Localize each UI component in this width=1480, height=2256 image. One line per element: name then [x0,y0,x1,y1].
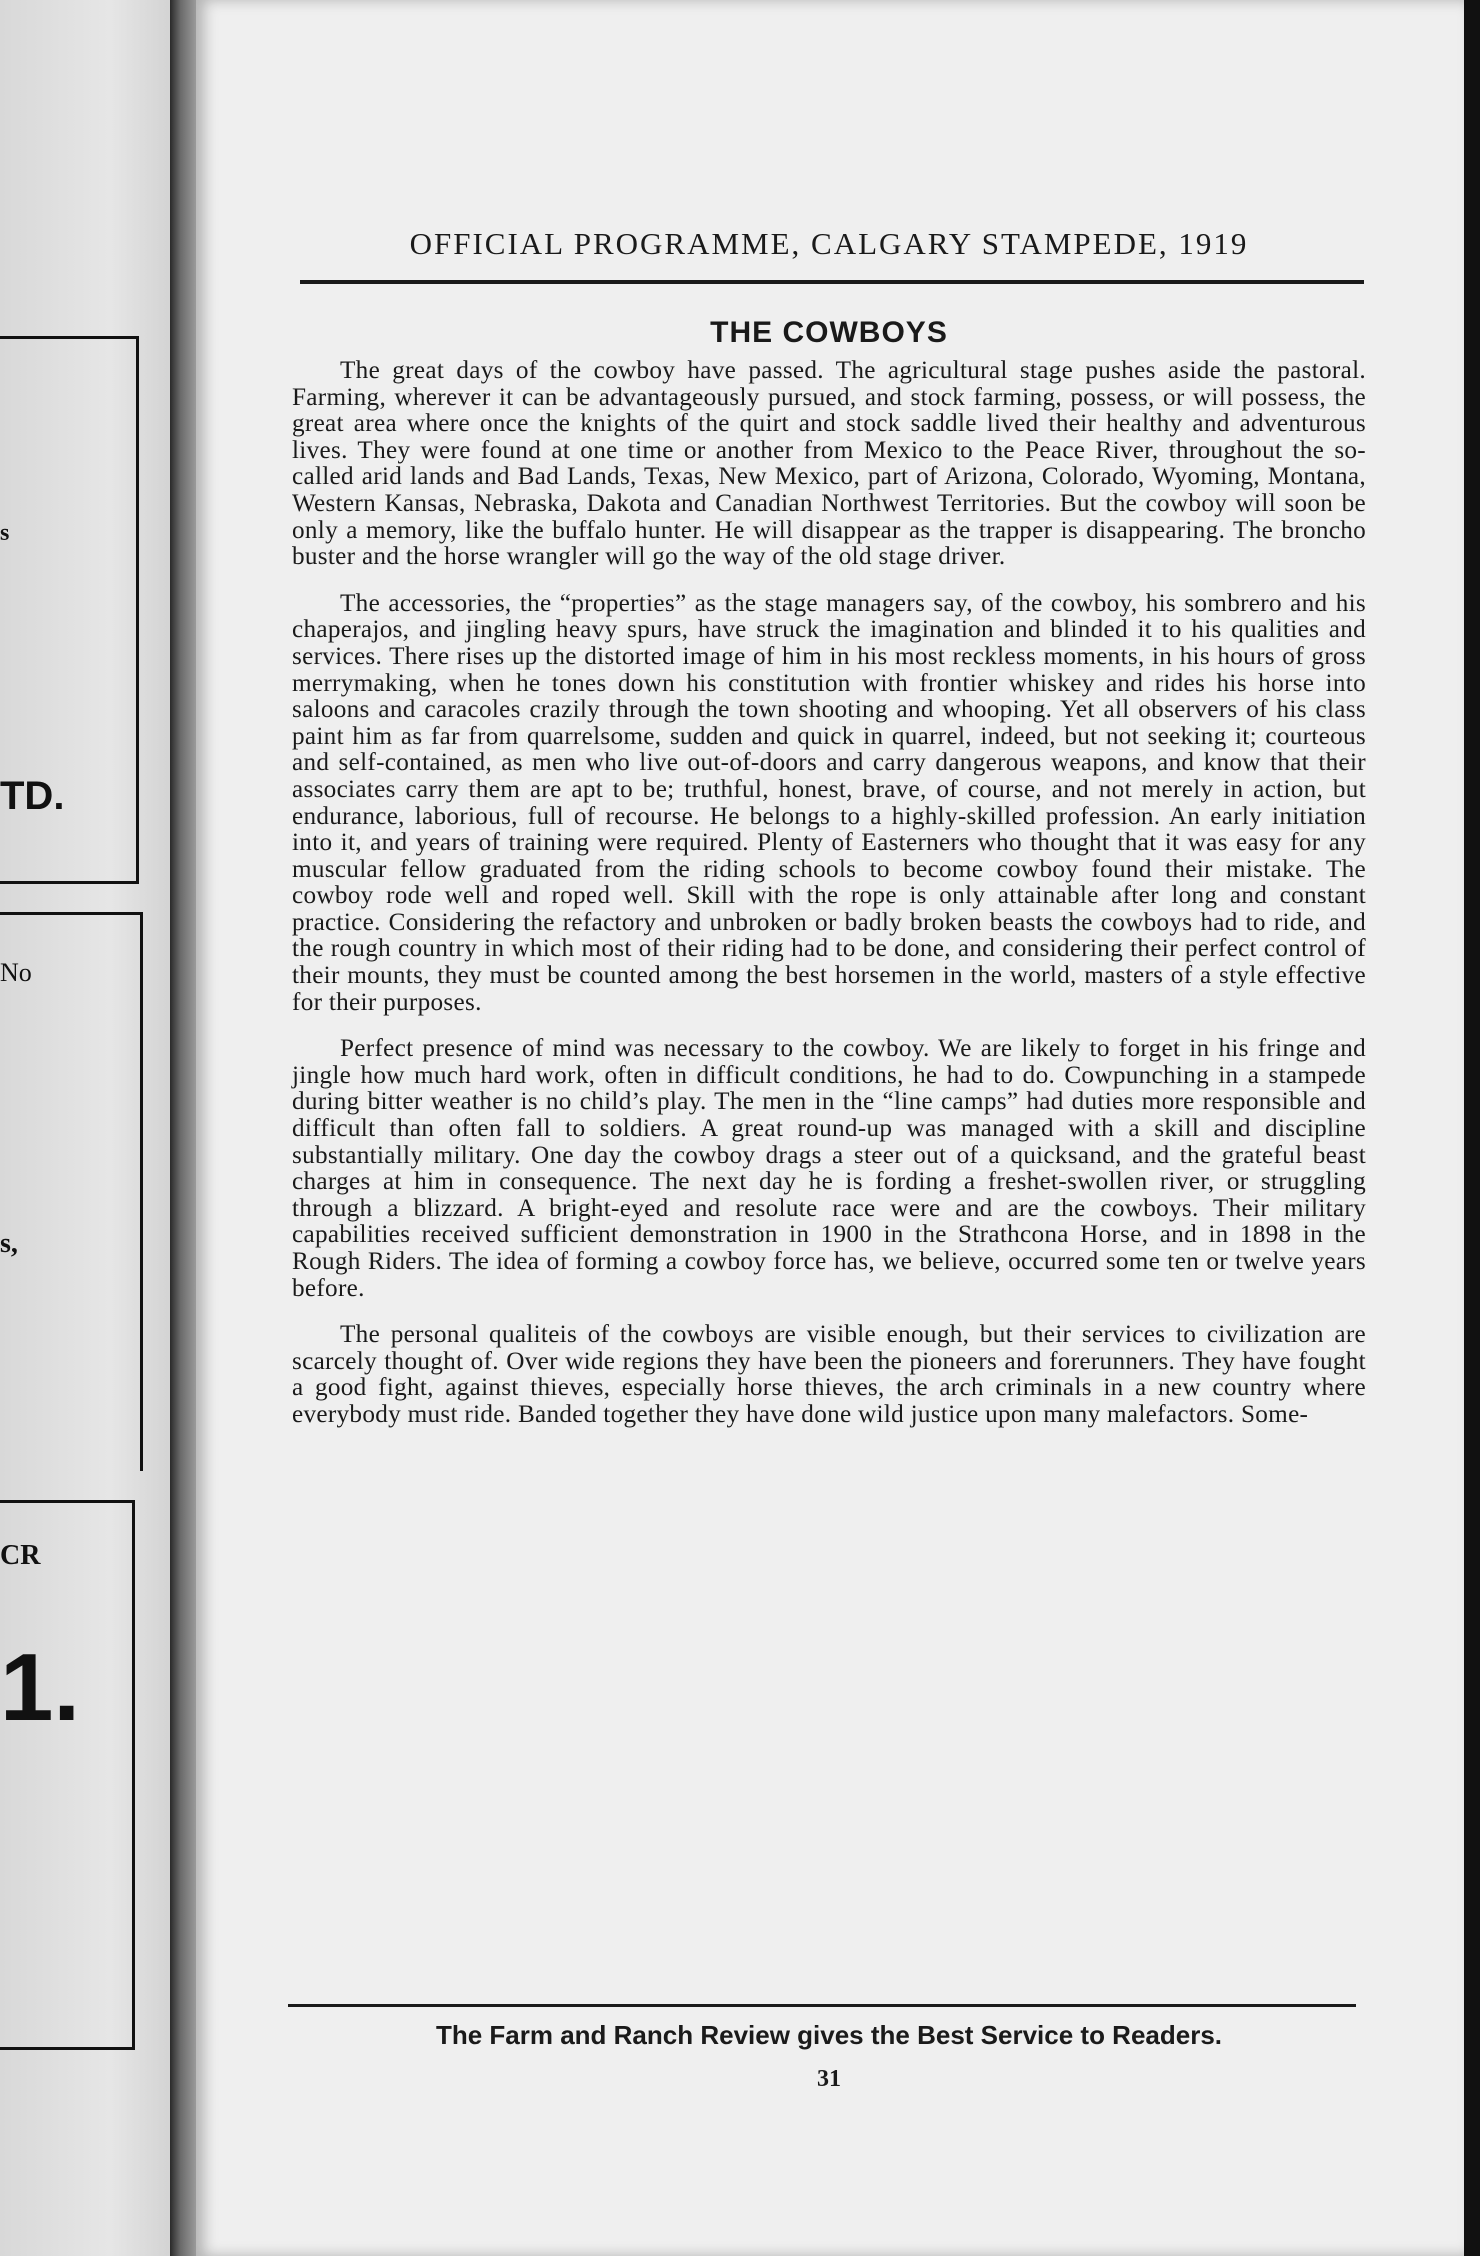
facing-page-fragment: TD. [0,774,65,818]
header-rule [300,280,1364,284]
article-paragraph: The great days of the cowboy have passed. The agricultural stage pushes aside the pastoral. Farming, wherever it can be advantageously pursued, and stock farming, possess, or will possess, the great area where once the knights of the quirt and stock saddle lived their healthy and adventurous lives. They were found at one time or another from Mexico to the Peace River, throughout the so-called arid lands and Bad Lands, Texas, New Mexico, part of Arizona, Colorado, Wyoming, Montana, Western Kansas, Nebraska, Dakota and Canadian Northwest Territories. But the cowboy will soon be only a memory, like the buffalo hunter. He will disappear as the trapper is disappearing. The broncho buster and the horse wrangler will go the way of the old stage driver. [292,357,1366,571]
running-header: OFFICIAL PROGRAMME, CALGARY STAMPEDE, 1919 [409,226,1249,261]
article-paragraph: Perfect presence of mind was necessary to the cowboy. We are likely to forget in his fringe and jingle how much hard work, often in difficult conditions, he had to do. Cowpunching in a stampede during bitter weather is no child’s play. The men in the “line camps” had duties more responsible and difficult than often fall to soldiers. A great round-up was managed with a skill and discipline substantially military. One day the cowboy drags a steer out of a quicksand, and the grateful beast charges at him in consequence. The next day he is fording a freshet-swollen river, or struggling through a blizzard. A bright-eyed and resolute race were and are the cowboys. Their military capabilities received sufficient demonstration in 1900 in the Strathcona Horse, and in 1898 in the Rough Riders. The idea of forming a cowboy force has, we believe, occurred some ten or twelve years before. [292,1035,1366,1302]
facing-page-edge [0,0,184,2256]
facing-page-box-middle [0,912,143,1471]
facing-page-fragment: s [0,520,10,546]
article-paragraph: The accessories, the “properties” as the stage managers say, of the cowboy, his sombrero and his chaperajos, and jingling heavy spurs, have struck the imagination and blinded it to his qualities and services. There rises up the distorted image of him in his most reckless moments, in his hours of gross merrymaking, when he tones down his constitution with frontier whiskey and rides his horse into saloons and caracoles crazily through the town shooting and whooping. Yet all observers of his class paint him as far from quarrelsome, sudden and quick in quarrel, indeed, but not seeking it; courteous and self-contained, as men who live out-of-doors and carry dangerous weapons, and know that their associates carry them are apt to be; truthful, honest, brave, of course, and not merely in action, but endurance, laborious, full of recourse. He belongs to a highly-skilled profession. An early initiation into it, and years of training were required. Plenty of Easterners who thought that it was easy for any muscular fellow graduated from the riding schools to become cowboy found their mistake. The cowboy rode well and roped well. Skill with the rope is only attainable after long and constant practice. Considering the refactory and unbroken or badly broken beasts the cowboys had to ride, and the rough country in which most of their riding had to be done, and considering their perfect control of their mounts, they must be counted among the best horsemen in the world, masters of a style effective for their purposes. [292,589,1366,1016]
article-body [292,358,1366,1449]
facing-page-fragment: s, [0,1228,18,1259]
book-spine-shadow [170,0,196,2256]
facing-page-box-lower [0,1500,135,2050]
facing-page-fragment: 1. [0,1634,81,1741]
programme-page [196,0,1464,2256]
page-number: 31 [817,2066,841,2092]
facing-page-fragment: No [0,958,32,987]
footer-advertisement: The Farm and Ranch Review gives the Best Service to Readers. [435,2020,1223,2050]
facing-page-fragment: CR [0,1540,41,1571]
footer-rule [288,2004,1356,2007]
page-right-edge [1464,0,1480,2256]
article-title: THE COWBOYS [710,316,948,349]
article-paragraph: The personal qualiteis of the cowboys are visible enough, but their services to civilization are scarcely thought of. Over wide regions they have been the pioneers and forerunners. They have fought a good fight, against thieves, especially horse thieves, the arch criminals in a new country where everybody must ride. Banded together they have done wild justice upon many malefactors. Some- [292,1321,1366,1428]
